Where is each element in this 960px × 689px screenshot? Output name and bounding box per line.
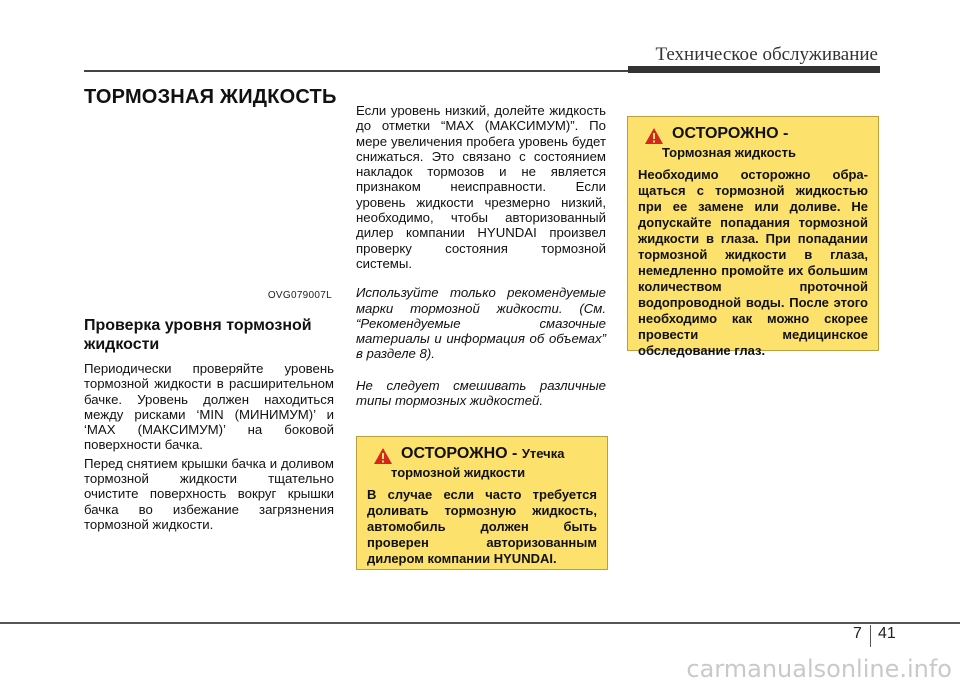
- warning-triangle-icon: [644, 127, 664, 145]
- footer-divider: [870, 625, 871, 647]
- section-title: ТОРМОЗНАЯ ЖИДКОСТЬ: [84, 86, 337, 108]
- left-column: [84, 316, 334, 532]
- warning-title: ОСТОРОЖНО -: [672, 125, 789, 142]
- body-paragraph: Если уровень низкий, долейте жидкость до отметки “MAX (МАКСИМУМ)”. По мере увеличения пробега уровень будет снижаться. Это связано с состоянием накладок тормозов и не является признаком неисправности. Если уровень жидкости чрезмерно низкий, необходимо, чтобы авторизованный дилер компании HYUNDAI произвел проверку состояния тормозной системы.: [356, 103, 606, 271]
- warning-subtitle: тормозной жидкости: [391, 465, 526, 480]
- page-number: 41: [878, 625, 896, 642]
- warning-text: Необходимо осторожно обра-щаться с тормозной жидкостью при ее замене или доливе. Не допускайте попадания тормозной жидкости в глаза. При попадании тормозной жидкости в глаза, немедленно промойте их большим количеством проточной водопроводной воды. После этого необходимо как можно скорее провести медицинское обследование глаз.: [638, 167, 868, 358]
- warning-text: В случае если часто требуется доливать тормозную жидкость, автомобиль должен быть проверен авторизованным дилером компании HYUNDAI.: [367, 487, 597, 566]
- figure-code: OVG079007L: [267, 290, 332, 301]
- warning-box-leak: [356, 436, 608, 570]
- brake-reservoir-figure: [84, 110, 334, 303]
- chapter-number: 7: [853, 625, 862, 642]
- warning-title: ОСТОРОЖНО -: [401, 445, 518, 462]
- warning-title-suffix: Утечка: [521, 446, 565, 461]
- note-paragraph: Не следует смешивать различные типы тормозных жидкостей.: [356, 377, 606, 409]
- warning-subtitle: Тормозная жидкость: [662, 145, 796, 160]
- middle-column: [356, 103, 606, 408]
- header-rule: [84, 70, 630, 72]
- header-rule-accent: [628, 66, 880, 73]
- note-paragraph: Используйте только рекомендуемые марки тормозной жидкости. (См. “Рекомендуемые смазочные материалы и информация об объемах” в разделе 8).: [356, 285, 606, 362]
- subsection-heading: Проверка уровня тормозной жидкости: [84, 317, 312, 353]
- body-paragraph: Периодически проверяйте уровень тормозной жидкости в расширительном бачке. Уровень должен находиться между рисками ‘MIN (МИНИМУМ)’ и ‘MAX (МАКСИМУМ)’ на боковой поверхности бачка.: [84, 361, 334, 453]
- footer-rule: [0, 622, 960, 624]
- body-paragraph: Перед снятием крышки бачка и доливом тормозной жидкости тщательно очистите поверхность вокруг крышки бачка во избежание загрязнения тормозной жидкости.: [84, 455, 334, 532]
- page-header-title: Техническое обслуживание: [655, 44, 878, 65]
- warning-triangle-icon: [373, 447, 393, 465]
- watermark: carmanualsonline.info: [686, 655, 952, 683]
- warning-box-brake-fluid: [627, 116, 879, 358]
